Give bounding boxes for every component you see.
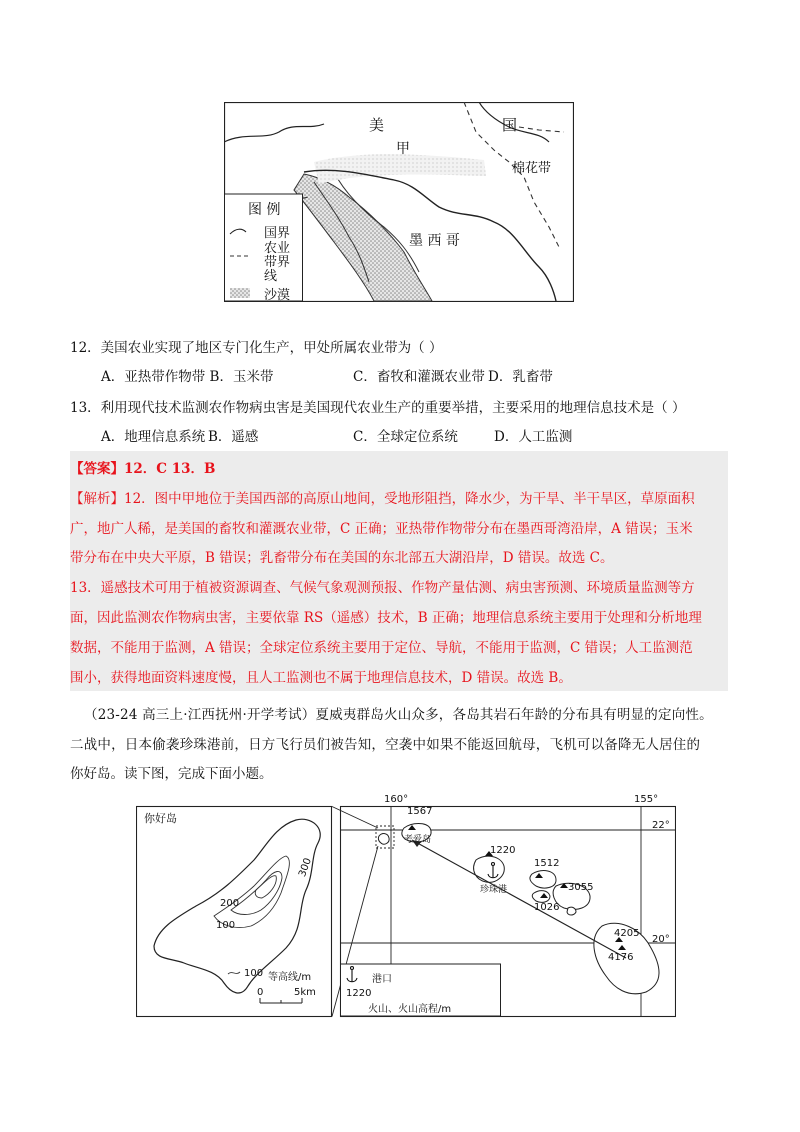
map1-usa-right: 国 <box>502 116 518 134</box>
legend-volcano-label: 火山、火山高程/m <box>368 1004 452 1015</box>
lat-22: 22° <box>652 820 670 831</box>
peak-1567: 1567 <box>407 806 433 817</box>
legend-port-label: 港口 <box>372 974 392 985</box>
pearl-harbor-label: 珍珠港 <box>480 885 508 895</box>
peak-4205: 4205 <box>614 928 640 939</box>
hawaii-map-graphic <box>136 798 676 1018</box>
agriculture-map <box>224 102 574 302</box>
legend-volcano-value: 1220 <box>346 988 372 999</box>
inset-contour-100: 100 <box>216 920 236 931</box>
intro-line-2: 二战中，日本偷袭珍珠港前，日方飞行员们被告知，空袭中如果不能返回航母，飞机可以备降无人居住的 <box>70 737 701 753</box>
analysis-line-4: 13．遥感技术可用于植被资源调查、气候气象观测预报、作物产量估测、病虫害预测、环境质量监测等方 <box>70 580 695 596</box>
analysis-line-1: 【解析】12．图中甲地位于美国西部的高原山地间，受地形阻挡，降水少，为干旱、半干旱区，草原面积 <box>70 491 695 507</box>
analysis-line-5: 面，因此监测农作物病虫害，主要依靠 RS（遥感）技术，B 正确；地理信息系统主要用于处理和分析地理 <box>70 610 702 626</box>
map1-mexico: 墨 西 哥 <box>409 233 460 249</box>
peak-1512: 1512 <box>534 858 560 869</box>
inset-contour-200: 200 <box>220 898 240 909</box>
q12-option-ab: A．亚热带作物带 B．玉米带 <box>101 369 274 385</box>
peak-1220: 1220 <box>490 845 516 856</box>
inset-scale-5km: 5km <box>294 987 316 998</box>
peak-4176: 4176 <box>608 952 634 963</box>
map1-legend-belt: 农业带界线 <box>264 241 291 284</box>
analysis-line-7: 围小，获得地面资料速度慢，且人工监测也不属于地理信息技术，D 错误。故选 B。 <box>70 670 572 686</box>
answer-line: 【答案】12．C 13．B <box>70 461 216 477</box>
inset-legend-contour-label: 等高线/m <box>268 972 312 983</box>
analysis-line-6: 数据，不能用于监测，A 错误；全球定位系统主要用于定位、导航，不能用于监测，C 错误；人工监测范 <box>70 640 693 656</box>
map1-usa-left: 美 <box>369 116 385 134</box>
intro-line-1: （23-24 高三上·江西抚州·开学考试）夏威夷群岛火山众多，各岛其岩石年龄的分布具有明显的定向性。 <box>84 707 713 723</box>
inset-legend-contour: 100 <box>244 968 264 979</box>
peak-1026: 1026 <box>534 902 560 913</box>
kauai-label: 考爱岛 <box>404 835 432 845</box>
map1-cotton-belt: 棉花带 <box>512 161 552 176</box>
question-12: 12．美国农业实现了地区专门化生产，甲处所属农业带为（ ） <box>70 340 443 356</box>
q13-option-b: B．遥感 <box>208 429 259 445</box>
map1-legend-title: 图 例 <box>248 202 281 218</box>
lon-155: 155° <box>634 794 659 805</box>
inset-title: 你好岛 <box>144 812 177 825</box>
map1-legend-border: 国界 <box>264 226 291 241</box>
hawaii-map <box>136 794 676 1018</box>
analysis-line-3: 带分布在中央大平原，B 错误；乳畜带分布在美国的东北部五大湖沿岸，D 错误。故选 C。 <box>70 550 614 566</box>
map1-jia-label: 甲 <box>396 141 410 157</box>
q12-option-c: C．畜牧和灌溉农业带 <box>353 369 485 385</box>
intro-line-3: 你好岛。读下图，完成下面小题。 <box>70 766 273 782</box>
q13-option-d: D．人工监测 <box>494 429 573 445</box>
inset-contour-300: 300 <box>297 856 314 879</box>
analysis-line-2: 广，地广人稀，是美国的畜牧和灌溉农业带，C 正确；亚热带作物带分布在墨西哥湾沿岸，A 错误；玉米 <box>70 521 693 537</box>
q13-option-a: A．地理信息系统 <box>101 429 206 445</box>
lon-160: 160° <box>384 794 409 805</box>
lat-20: 20° <box>652 934 670 945</box>
question-13: 13．利用现代技术监测农作物病虫害是美国现代农业生产的重要举措，主要采用的地理信息技术是（ ） <box>70 400 686 416</box>
map1-legend-desert: 沙漠 <box>264 288 291 303</box>
peak-3055: 3055 <box>568 882 594 893</box>
inset-scale-0: 0 <box>257 987 264 998</box>
q13-option-c: C．全球定位系统 <box>353 429 458 445</box>
q12-option-d: D．乳畜带 <box>488 369 553 385</box>
